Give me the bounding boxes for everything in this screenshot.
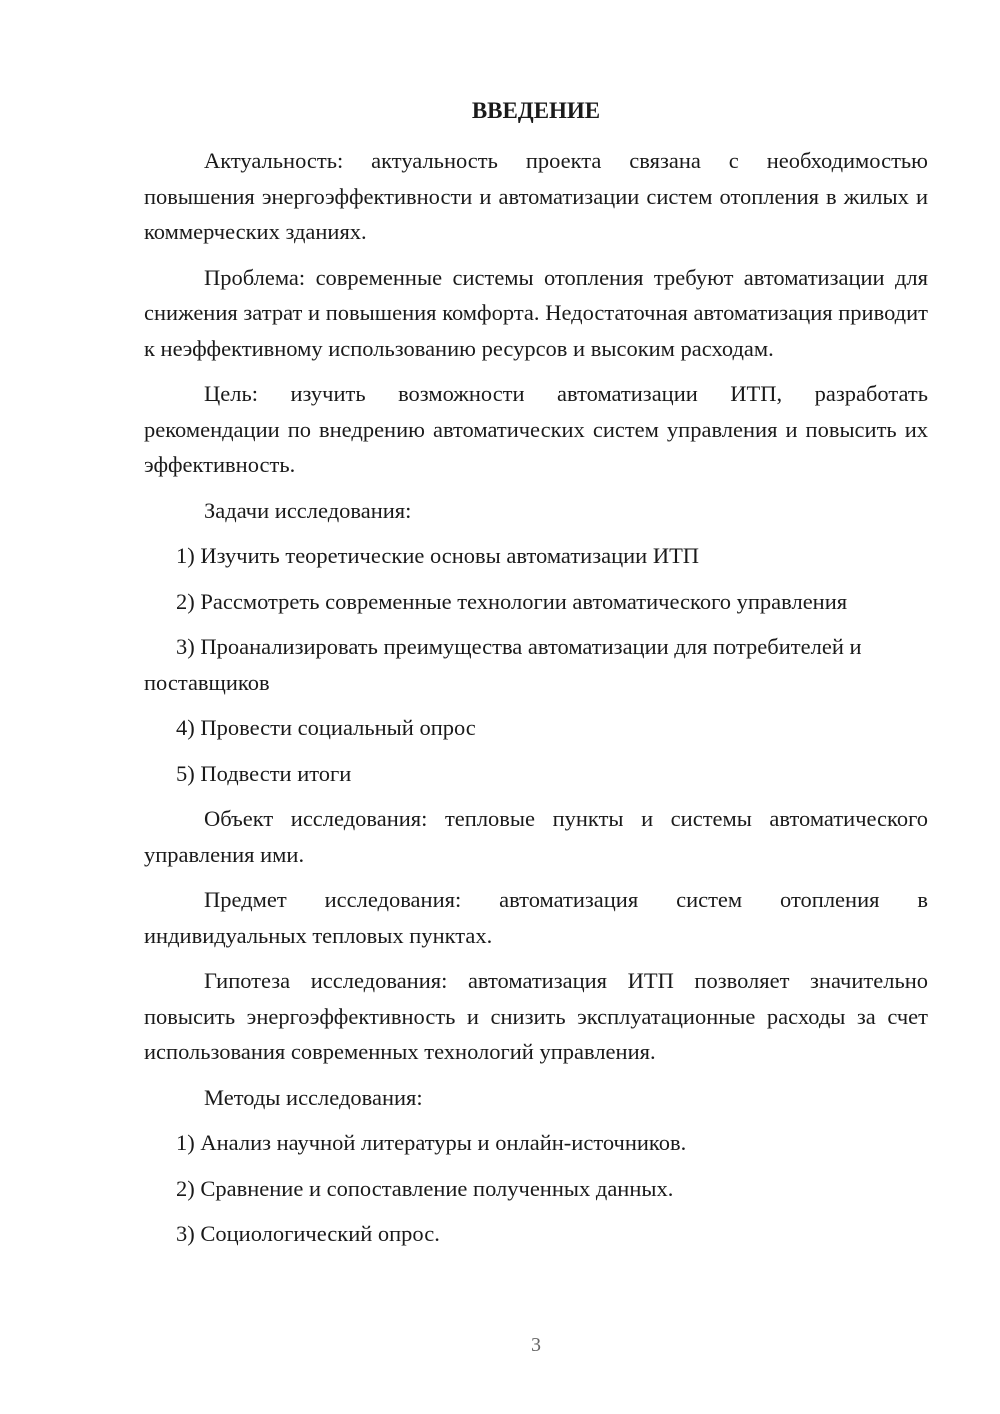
task-item-2: 2) Рассмотреть современные технологии автоматического управления [176,588,848,614]
paragraph-object: Объект исследования: тепловые пункты и системы автоматического управления ими. [144,806,928,867]
paragraph-relevance: Актуальность: актуальность проекта связана с необходимостью повышения энергоэффективности и автоматизации систем отопления в жилых и коммерческих зданиях. [144,148,928,244]
method-item-3: 3) Социологический опрос. [176,1221,440,1246]
method-item-1: 1) Анализ научной литературы и онлайн-источников. [176,1130,687,1155]
paragraph-methods-heading: Методы исследования: [204,1084,423,1110]
document-title: ВВЕДЕНИЕ [471,98,601,123]
paragraph-tasks-heading: Задачи исследования: [204,497,412,523]
task-item-5: 5) Подвести итоги [176,760,352,786]
document-body [144,143,928,1262]
method-item-2: 2) Сравнение и сопоставление полученных данных. [176,1175,674,1201]
paragraph-hypothesis: Гипотеза исследования: автоматизация ИТП позволяет значительно повысить энергоэффективность и снизить эксплуатационные расходы за счет использования современных технологий управления. [144,968,928,1064]
paragraph-goal: Цель: изучить возможности автоматизации ИТП, разработать рекомендации по внедрению автоматических систем управления и повысить их эффективность. [144,381,928,477]
paragraph-problem: Проблема: современные системы отопления требуют автоматизации для снижения затрат и повышения комфорта. Недостаточная автоматизация приводит к неэффективному использованию ресурсов и высоким расходам. [144,264,928,361]
paragraph-subject: Предмет исследования: автоматизация систем отопления в индивидуальных тепловых пунктах. [144,887,928,948]
task-item-4: 4) Провести социальный опрос [176,715,476,740]
task-item-1: 1) Изучить теоретические основы автоматизации ИТП [176,543,700,568]
page-number: 3 [531,1334,541,1356]
task-item-3: 3) Проанализировать преимущества автоматизации для потребителей и поставщиков [144,634,862,695]
